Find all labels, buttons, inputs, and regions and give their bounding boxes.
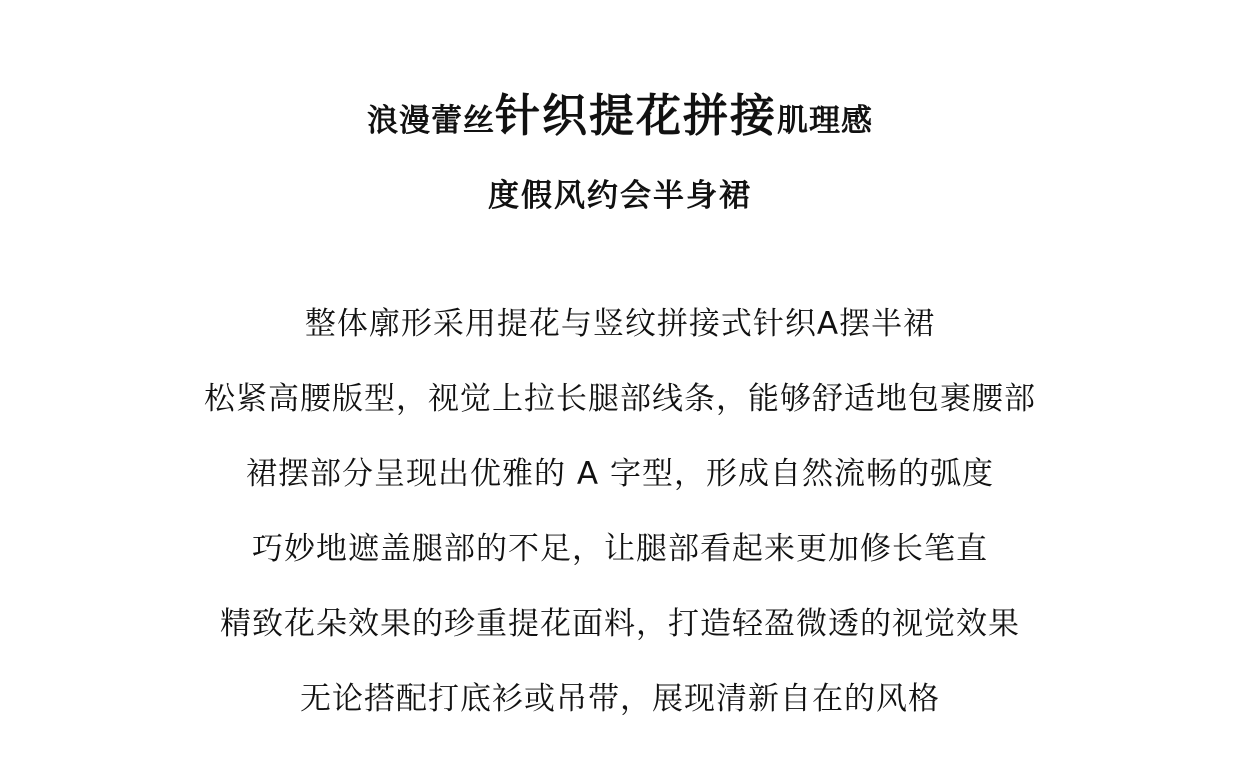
product-subtitle: 度假风约会半身裙 bbox=[488, 178, 752, 214]
description-line: 无论搭配打底衫或吊带，展现清新自在的风格 bbox=[300, 681, 940, 717]
title-suffix: 肌理感 bbox=[777, 103, 873, 139]
title-prefix: 浪漫蕾丝 bbox=[366, 103, 495, 139]
description-list bbox=[0, 300, 1240, 750]
description-line: 巧妙地遮盖腿部的不足，让腿部看起来更加修长笔直 bbox=[252, 531, 988, 567]
description-line: 裙摆部分呈现出优雅的 A 字型，形成自然流畅的弧度 bbox=[246, 456, 994, 492]
description-line: 松紧高腰版型，视觉上拉长腿部线条，能够舒适地包裹腰部 bbox=[204, 381, 1036, 417]
description-line: 精致花朵效果的珍重提花面料，打造轻盈微透的视觉效果 bbox=[220, 606, 1020, 642]
product-title bbox=[0, 84, 1240, 148]
title-highlight: 针织提花拼接 bbox=[494, 89, 777, 142]
description-line: 整体廓形采用提花与竖纹拼接式针织A摆半裙 bbox=[304, 306, 936, 342]
